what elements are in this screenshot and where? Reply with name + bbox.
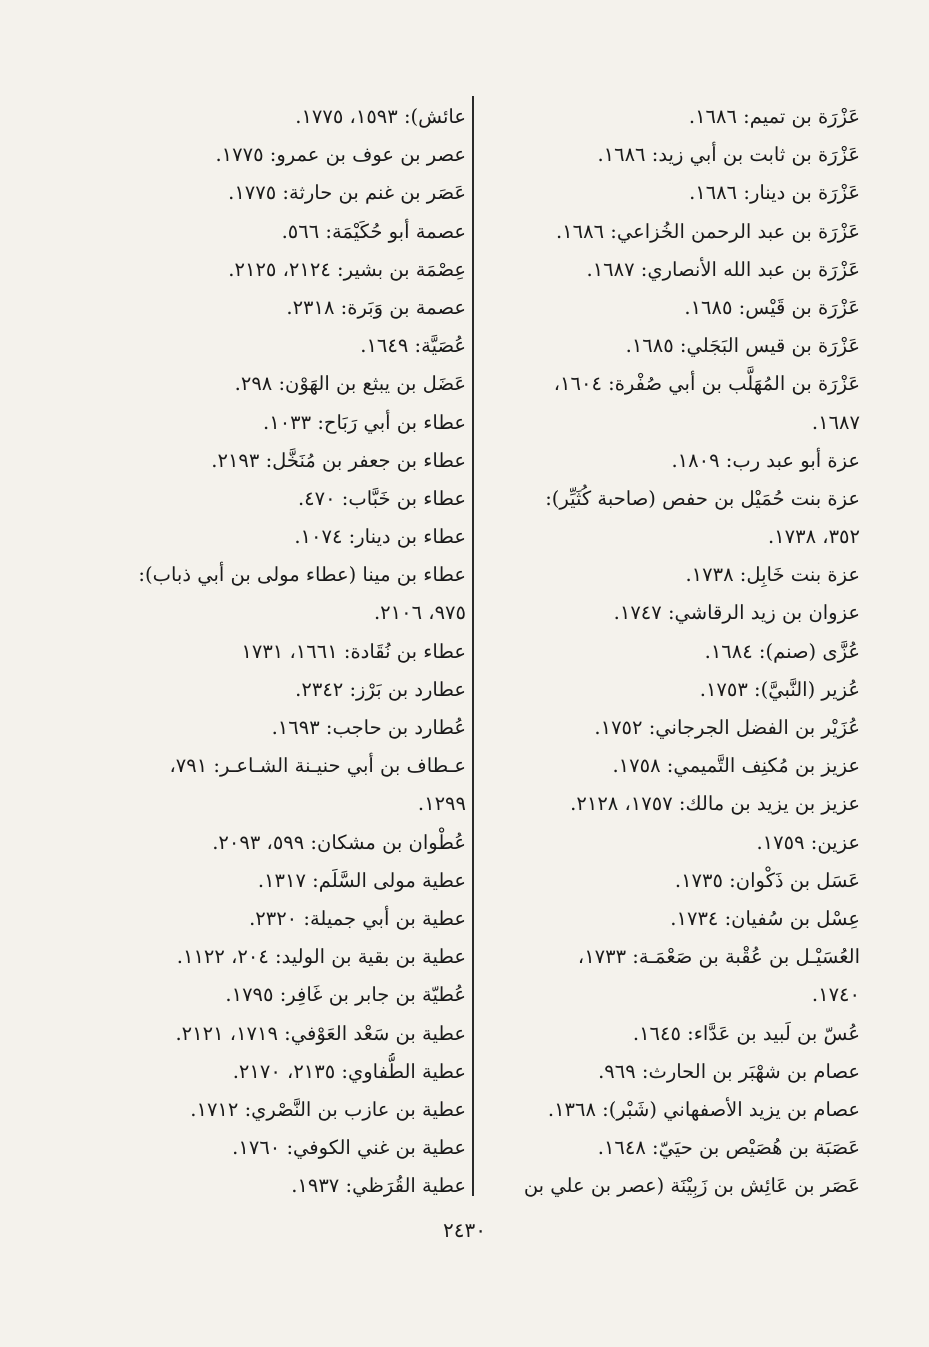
index-entry: عُزَّى (صنم): ١٦٨٤.: [704, 639, 860, 663]
index-entry: عطية بن بقية بن الوليد: ٢٠٤، ١١٢٢.: [176, 945, 466, 969]
index-entry: عَصَر بن غنم بن حارثة: ١٧٧٥.: [228, 181, 466, 205]
index-entry: عُزير (النَّبيَّ): ١٧٥٣.: [699, 677, 860, 701]
index-entry: عطاء بن خَبَّاب: ٤٧٠.: [297, 486, 466, 510]
index-entry: عصمة بن وَبَرة: ٢٣١٨.: [286, 295, 466, 319]
index-entry: ٩٧٥، ٢١٠٦.: [373, 601, 466, 625]
index-entry: عطية بن عازب بن النَّصْري: ١٧١٢.: [190, 1097, 466, 1121]
index-entry: عُزَيْر بن الفضل الجرجاني: ١٧٥٢.: [594, 716, 860, 739]
index-entry: عزوان بن زيد الرقاشي: ١٧٤٧.: [613, 601, 860, 625]
index-entry: عطية بن غني الكوفي: ١٧٦٠.: [232, 1136, 466, 1160]
index-entry: عطاء بن جعفر بن مُنَخَّل: ٢١٩٣.: [211, 448, 466, 472]
index-entry: عـطاف بن أبي حنيـنة الشـاعـر: ٧٩١،: [169, 754, 466, 778]
index-entry: عطاء بن نُقَادة: ١٦٦١، ١٧٣١: [241, 639, 466, 663]
index-entry: عَضَل بن يبثع بن الهَوْن: ٢٩٨.: [234, 372, 466, 396]
index-entry: عطية القُرَظي: ١٩٣٧.: [291, 1174, 466, 1198]
index-entry: عطاء بن مينا (عطاء مولى بن أبي ذباب):: [138, 563, 466, 587]
index-entry: عِسْل بن سُفيان: ١٧٣٤.: [670, 906, 860, 930]
index-entry: عطارد بن بَرْز: ٢٣٤٢.: [295, 677, 466, 701]
index-entry: ١٦٨٧.: [811, 410, 860, 434]
index-column-right: [486, 98, 860, 1205]
index-entry: عَزْرَة بن قَيْس: ١٦٨٥.: [684, 295, 860, 319]
index-entry: ٣٥٢، ١٧٣٨.: [767, 525, 860, 549]
index-entry: عزة بنت حُمَيْل بن حفص (صاحبة كُثَيِّر):: [545, 486, 860, 510]
index-entry: عطية بن سَعْد العَوْفي: ١٧١٩، ٢١٢١.: [175, 1021, 466, 1045]
index-entry: عُطارد بن حاجب: ١٦٩٣.: [271, 716, 466, 739]
index-entry: عطاء بن دينار: ١٠٧٤.: [294, 525, 466, 549]
index-entry: عَزْرَة بن المُهَلَّب بن أبي صُفْرة: ١٦٠٤،: [553, 372, 860, 396]
index-entry: عطية الطُّفاوي: ٢١٣٥، ٢١٧٠.: [232, 1059, 466, 1083]
index-entry: عصام بن شهْبَر بن الحارث: ٩٦٩.: [598, 1059, 860, 1083]
index-entry: عَزْرَة بن ثابت بن أبي زيد: ١٦٨٦.: [597, 143, 860, 167]
index-entry: عصام بن يزيد الأصفهاني (شَبْر): ١٣٦٨.: [547, 1097, 860, 1121]
index-entry: عطية مولى السَّلَم: ١٣١٧.: [257, 868, 466, 892]
index-entry: عَزْرَة بن دينار: ١٦٨٦.: [689, 181, 860, 205]
index-entry: عَزْرَة بن عبد الرحمن الخُزاعي: ١٦٨٦.: [555, 219, 860, 243]
index-entry: ١٧٤٠.: [811, 983, 860, 1007]
index-entry: عطاء بن أبي رَبَاح: ١٠٣٣.: [263, 410, 466, 434]
index-entry: عُصَيَّة: ١٦٤٩.: [360, 334, 466, 358]
index-entry: عائش): ١٥٩٣، ١٧٧٥.: [295, 105, 466, 128]
index-entry: عصر بن عوف بن عمرو: ١٧٧٥.: [215, 143, 466, 167]
index-entry: عَزْرَة بن قيس البَجَلي: ١٦٨٥.: [625, 334, 860, 358]
index-entry: عَصَر بن عَائِش بن زَبِيْنَة (عصر بن علي بن: [523, 1174, 860, 1198]
index-entry: عَصَبَة بن هُصَيْص بن حيَيّ: ١٦٤٨.: [597, 1136, 860, 1160]
index-entry: عزيز بن مُكنِف التَّميمي: ١٧٥٨.: [612, 754, 860, 778]
index-entry: عُطْوان بن مشكان: ٥٩٩، ٢٠٩٣.: [212, 830, 466, 854]
index-entry: عُسّ بن لَبيد بن عَدَّاء: ١٦٤٥.: [632, 1021, 860, 1045]
index-entry: عصمة أبو حُكَيْمَة: ٥٦٦.: [281, 219, 466, 243]
page-number: ٢٤٣٠: [443, 1218, 486, 1242]
index-entry: عِصْمَة بن بشير: ٢١٢٤، ٢١٢٥.: [228, 257, 466, 281]
index-entry: عَزْرَة بن تميم: ١٦٨٦.: [688, 105, 860, 128]
index-entry: عطية بن أبي جميلة: ٢٣٢٠.: [249, 906, 466, 930]
index-entry: عَزْرَة بن عبد الله الأنصاري: ١٦٨٧.: [586, 257, 860, 281]
index-entry: ١٢٩٩.: [417, 792, 466, 816]
index-entry: عزين: ١٧٥٩.: [756, 830, 860, 854]
index-entry: عَسَل بن ذَكْوان: ١٧٣٥.: [674, 868, 860, 892]
index-entry: عزة بنت خَابِل: ١٧٣٨.: [685, 563, 860, 587]
index-entry: العُسَيْـل بن عُقْبة بن صَعْمَـة: ١٧٣٣،: [577, 945, 860, 969]
index-column-left: [130, 98, 466, 1205]
column-divider: [472, 96, 474, 1196]
index-entry: عزيز بن يزيد بن مالك: ١٧٥٧، ٢١٢٨.: [570, 792, 860, 816]
index-entry: عزة أبو عبد رب: ١٨٠٩.: [671, 448, 860, 472]
index-entry: عُطيّة بن جابر بن غَافِر: ١٧٩٥.: [225, 983, 466, 1007]
